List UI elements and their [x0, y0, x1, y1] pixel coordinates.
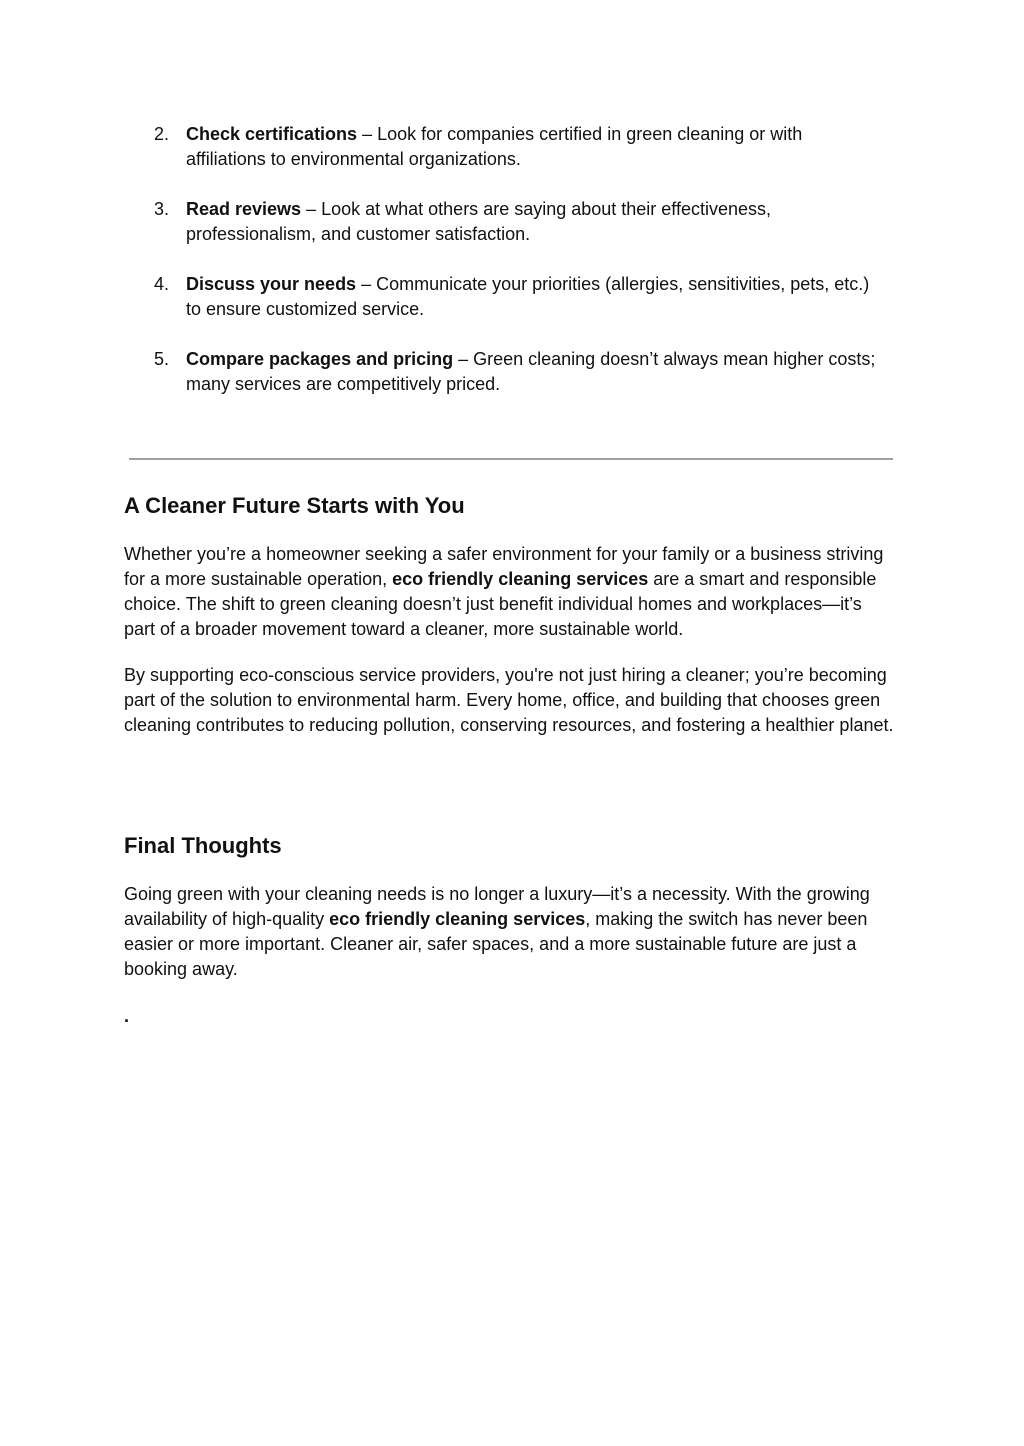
list-item-heading: Discuss your needs: [186, 274, 357, 294]
paragraph-text: are a smart and responsible choice. The shift to green cleaning doesn’t just benefit individual homes and workplaces—it’s part of a broader movement toward a cleaner, more sustainable world.: [124, 569, 877, 639]
list-item-number: 5.: [154, 349, 170, 369]
paragraph-text: Going green with your cleaning needs is no longer a luxury—it’s a necessity. With the growing availability of high-quality: [124, 884, 870, 929]
list-item: [124, 122, 884, 172]
list-item-text: – Look for companies certified in green cleaning or with affiliations to environmental organizations.: [186, 124, 803, 169]
section-heading-cleaner-future: A Cleaner Future Starts with You: [124, 493, 465, 518]
paragraph-final-thoughts: [124, 882, 894, 982]
tips-list: [124, 122, 884, 422]
paragraph-bold-keyword: eco friendly cleaning services: [392, 569, 649, 589]
list-item-number: 2.: [154, 124, 170, 144]
paragraph-cleaner-future-1: [124, 542, 894, 642]
list-item: [124, 197, 884, 247]
list-item-heading: Check certifications: [186, 124, 358, 144]
section-heading-final-thoughts: Final Thoughts: [124, 833, 282, 858]
list-item-number: 3.: [154, 199, 170, 219]
horizontal-divider: [129, 458, 893, 460]
paragraph-cleaner-future-2: By supporting eco-conscious service providers, you're not just hiring a cleaner; you’re becoming part of the solution to environmental harm. Every home, office, and building that chooses green cleaning contributes to reducing pollution, conserving resources, and fostering a healthier planet.: [124, 665, 894, 735]
list-item-number: 4.: [154, 274, 170, 294]
paragraph-text: Whether you’re a homeowner seeking a safer environment for your family or a business striving for a more sustainable operation,: [124, 544, 884, 589]
paragraph-bold-keyword: eco friendly cleaning services: [329, 909, 586, 929]
list-item: [124, 347, 884, 397]
list-item-text: – Communicate your priorities (allergies, sensitivities, pets, etc.) to ensure customized service.: [186, 274, 870, 319]
list-item-heading: Read reviews: [186, 199, 302, 219]
list-item-text: – Green cleaning doesn’t always mean higher costs; many services are competitively priced.: [186, 349, 876, 394]
list-item-text: – Look at what others are saying about their effectiveness, professionalism, and customer satisfaction.: [186, 199, 772, 244]
list-item: [124, 272, 884, 322]
trailing-period: .: [124, 1006, 130, 1026]
list-item-heading: Compare packages and pricing: [186, 349, 454, 369]
paragraph-text: , making the switch has never been easier or more important. Cleaner air, safer spaces, and a more sustainable future are just a booking away.: [124, 909, 868, 979]
